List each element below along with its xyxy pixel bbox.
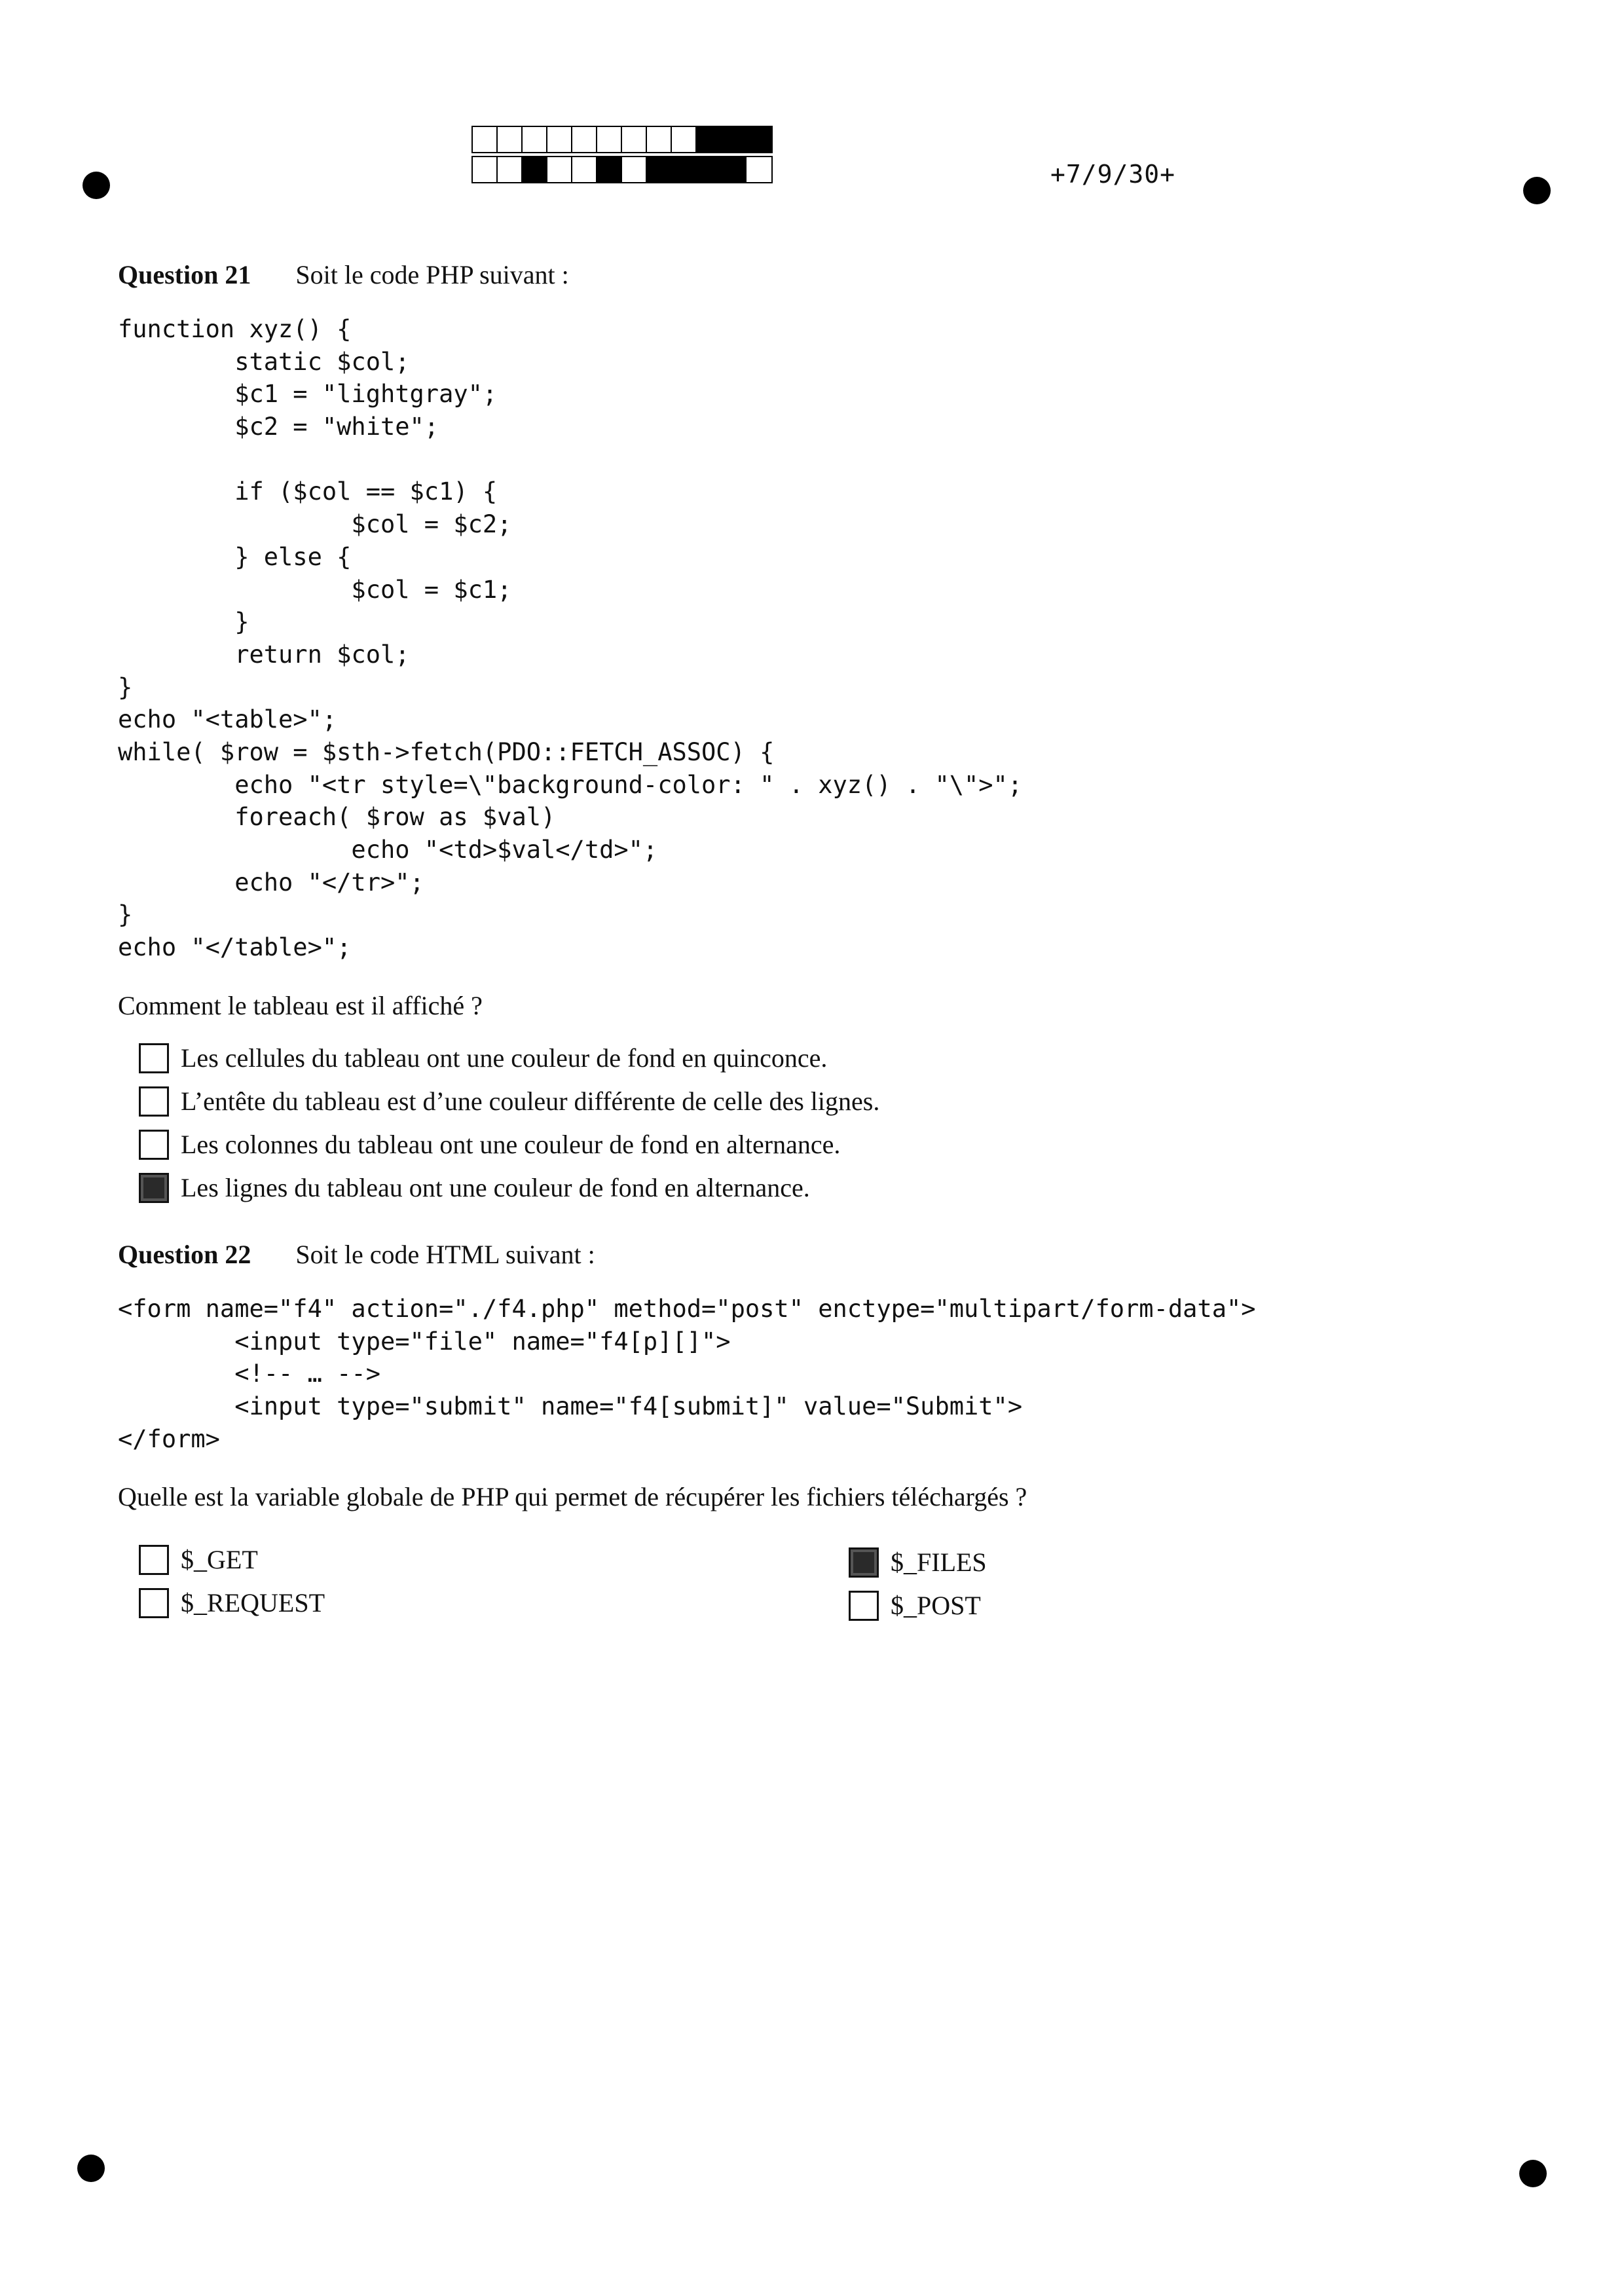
answer-option[interactable] [139,1544,258,1575]
barcode-cell [572,157,597,182]
code-line: } else { [118,542,352,571]
page-barcode-row-2 [471,156,773,183]
answer-label: L’entête du tableau est d’une couleur différente de celle des lignes. [181,1086,880,1116]
answer-option[interactable] [139,1172,810,1203]
code-line: while( $row = $sth->fetch(PDO::FETCH_ASSOC) { [118,737,775,766]
barcode-cell [547,127,572,152]
answer-label: Les colonnes du tableau ont une couleur de fond en alternance. [181,1130,841,1159]
answer-checkbox[interactable] [849,1547,879,1578]
html-code-block [118,1293,1256,1455]
barcode-cell [498,127,523,152]
code-line: <input type="submit" name="f4[submit]" value="Submit"> [118,1392,1023,1421]
page-barcode-row-1 [471,126,773,153]
barcode-cell [523,127,547,152]
code-line: } [118,673,133,701]
code-line: </form> [118,1424,220,1453]
code-line: echo "<table>"; [118,705,337,734]
answer-option[interactable] [849,1590,981,1621]
code-line: <!-- … --> [118,1360,380,1388]
answer-checkbox[interactable] [849,1591,879,1621]
barcode-cell [672,157,697,182]
barcode-cell [722,127,747,152]
answer-label: $_GET [181,1545,258,1574]
code-line: echo "<td>$val</td>"; [118,836,658,864]
answer-option[interactable] [139,1086,879,1117]
barcode-cell [647,127,672,152]
barcode-cell [473,157,498,182]
barcode-cell [722,157,747,182]
question-22-header [118,1239,595,1270]
code-line: $c2 = "white"; [118,413,439,441]
barcode-cell [547,157,572,182]
barcode-cell [622,127,647,152]
answer-label: Les cellules du tableau ont une couleur de fond en quinconce. [181,1043,828,1073]
code-line: static $col; [118,347,410,376]
question-number: Question 22 [118,1240,251,1269]
php-code-block [118,313,1022,964]
answer-option[interactable] [139,1129,840,1160]
barcode-cell [747,157,771,182]
question-intro: Soit le code HTML suivant : [295,1240,595,1269]
barcode-cell [697,127,722,152]
code-line: return $col; [118,640,410,669]
code-line: echo "<tr style=\"background-color: " . xyz() . "\">"; [118,770,1023,799]
answer-label: $_POST [891,1591,981,1620]
registration-mark-top-right [1523,177,1551,204]
code-line: $col = $c1; [118,575,512,604]
code-line: } [118,608,249,637]
question-prompt: Quelle est la variable globale de PHP qui permet de récupérer les fichiers téléchargés ? [118,1482,1027,1511]
barcode-cell [572,127,597,152]
question-number: Question 21 [118,260,251,289]
code-line: echo "</table>"; [118,933,352,962]
code-line: <input type="file" name="f4[p][]"> [118,1327,731,1356]
answer-checkbox[interactable] [139,1545,169,1575]
registration-mark-bottom-right [1519,2160,1547,2187]
answer-checkbox[interactable] [139,1173,169,1203]
answer-label: $_REQUEST [181,1588,325,1618]
barcode-cell [672,127,697,152]
barcode-cell [597,157,622,182]
code-line: } [118,900,133,929]
answer-label: Les lignes du tableau ont une couleur de fond en alternance. [181,1173,810,1202]
answer-label: $_FILES [891,1547,987,1577]
barcode-cell [622,157,647,182]
barcode-cell [523,157,547,182]
code-line: foreach( $row as $val) [118,803,556,832]
answer-option[interactable] [139,1043,827,1073]
code-line: $col = $c2; [118,510,512,539]
answer-checkbox[interactable] [139,1130,169,1160]
registration-mark-bottom-left [77,2155,105,2182]
answer-checkbox[interactable] [139,1086,169,1117]
answer-checkbox[interactable] [139,1043,169,1073]
question-21-header [118,259,569,290]
page-identifier: +7/9/30+ [1050,160,1176,189]
barcode-cell [597,127,622,152]
code-line: $c1 = "lightgray"; [118,380,498,409]
code-line: echo "</tr>"; [118,868,424,897]
answer-option[interactable] [139,1587,325,1618]
answer-checkbox[interactable] [139,1588,169,1618]
code-line: if ($col == $c1) { [118,477,498,506]
code-line: <form name="f4" action="./f4.php" method="post" enctype="multipart/form-data"> [118,1295,1256,1323]
question-prompt: Comment le tableau est il affiché ? [118,991,483,1020]
registration-mark-top-left [83,172,110,199]
code-line: function xyz() { [118,315,352,343]
code-line [118,443,1022,476]
barcode-cell [498,157,523,182]
barcode-cell [473,127,498,152]
question-intro: Soit le code PHP suivant : [295,260,569,289]
answer-option[interactable] [849,1547,987,1578]
barcode-cell [747,127,771,152]
barcode-cell [697,157,722,182]
barcode-cell [647,157,672,182]
